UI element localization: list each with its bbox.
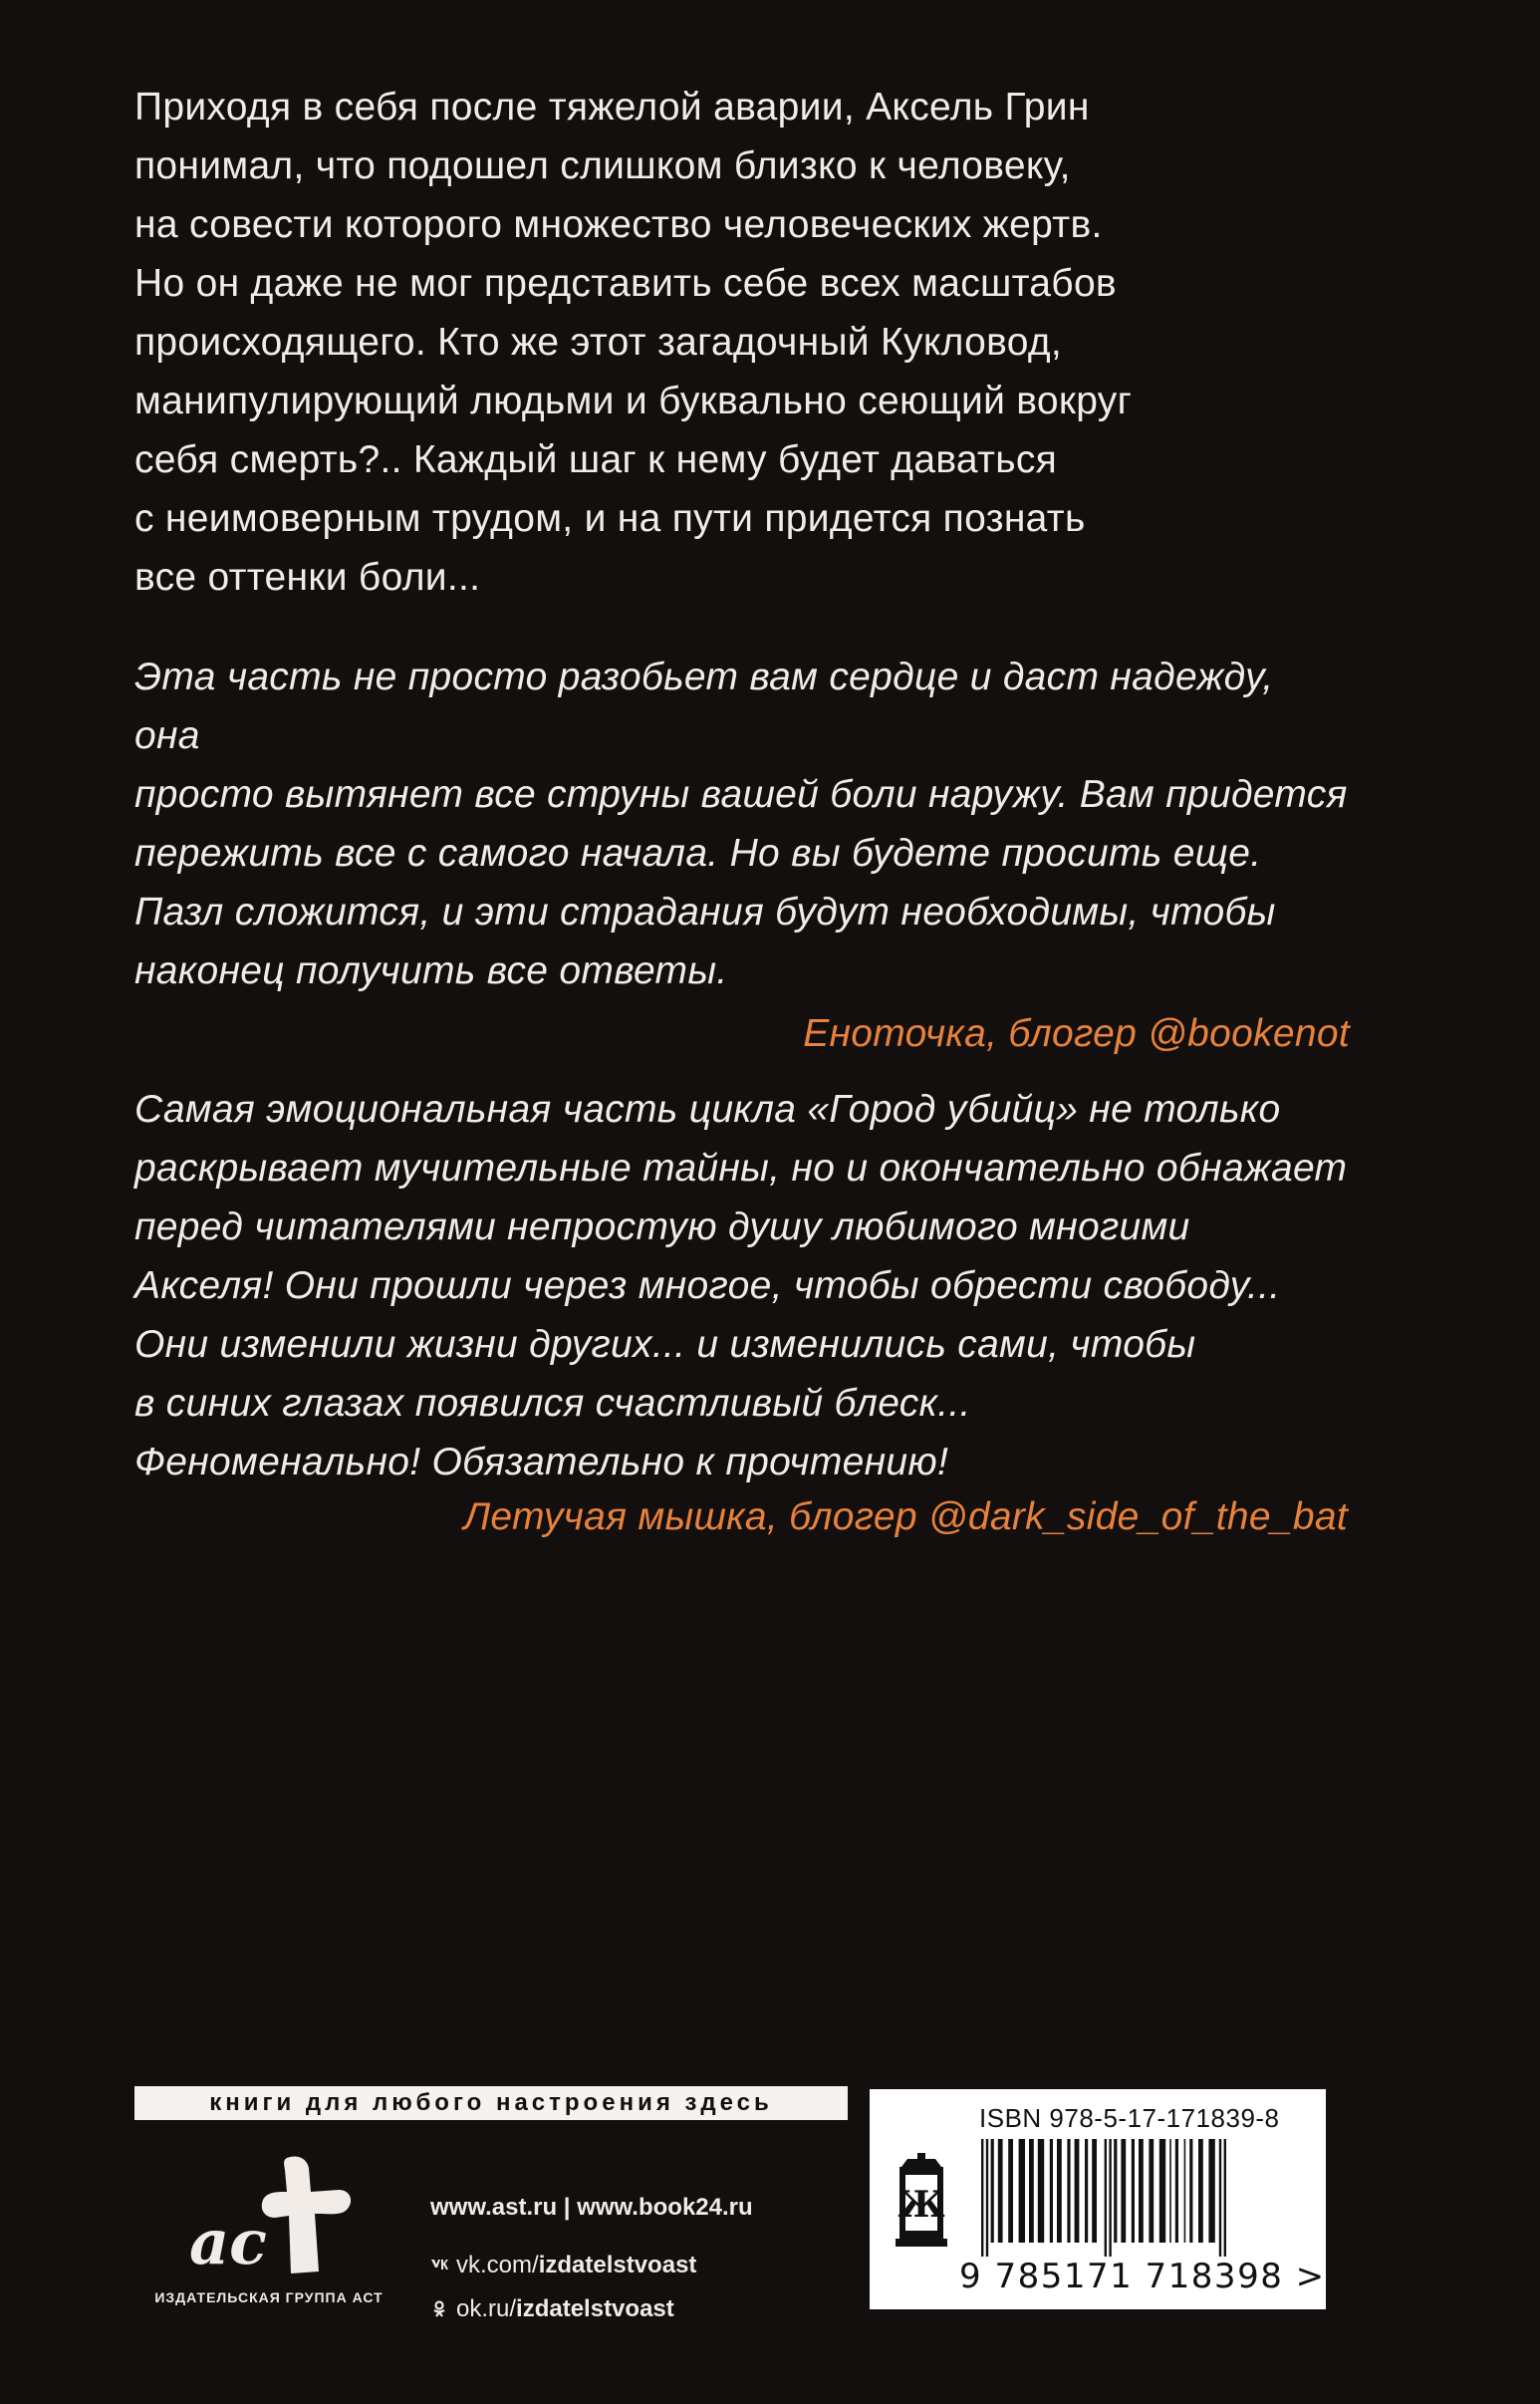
ok-handle[interactable]: izdatelstvoast [516, 2295, 674, 2322]
synopsis [134, 78, 1390, 607]
isbn-text: ISBN 978-5-17-171839-8 [979, 2103, 1280, 2133]
barcode-box [870, 2089, 1326, 2309]
barcode-bar [1175, 2139, 1178, 2243]
barcode-bars [977, 2139, 1306, 2257]
review-author: Летучая мышка, блогер @dark_side_of_the_bat [463, 1495, 1348, 1538]
barcode-bar [991, 2139, 994, 2243]
barcode-bar [1075, 2139, 1080, 2243]
barcode-bar [1208, 2139, 1214, 2243]
slogan-banner: книги для любого настроения здесь [134, 2086, 848, 2120]
vk-link[interactable] [430, 2244, 829, 2287]
ok-icon [430, 2300, 448, 2318]
ok-prefix[interactable]: ok.ru/ [456, 2295, 517, 2322]
review-author: Еноточка, блогер @bookenot [803, 1012, 1350, 1055]
publisher-links [430, 2186, 829, 2331]
barcode-bar [1114, 2139, 1117, 2243]
barcode-bar [1184, 2139, 1186, 2243]
barcode-bar [1092, 2139, 1097, 2243]
barcode-bar [1019, 2139, 1025, 2243]
barcode-bar [1085, 2139, 1088, 2243]
review-text: Эта часть не просто разобьет вам сердце и даст надежду, она просто вытянет все струны вашей боли наружу. Вам придется пережить все с самого начала. Но вы будете просить еще. Пазл сложится, и эти страдания будут необходимы, чтобы наконец получить все ответы. [134, 656, 1348, 992]
vk-icon [430, 2257, 448, 2274]
barcode-bar [1149, 2139, 1154, 2243]
barcode-bar [1105, 2139, 1107, 2257]
svg-text:ас: ас [189, 2206, 267, 2278]
barcode-bar [1159, 2139, 1165, 2243]
svg-text:Ж: Ж [898, 2184, 945, 2226]
barcode-bar [1198, 2139, 1203, 2243]
barcode-bar [1057, 2139, 1062, 2243]
barcode-bar [1219, 2139, 1221, 2257]
web-links[interactable] [430, 2186, 829, 2230]
ean-digits: 9 785171 718398 > [959, 2257, 1326, 2296]
barcode-bar [1008, 2139, 1013, 2243]
barcode-bar [1038, 2139, 1044, 2243]
ast-cross-logo-icon [179, 2152, 359, 2281]
review [134, 1080, 1348, 1546]
barcode-bar [1169, 2139, 1171, 2243]
lantern-icon [892, 2151, 951, 2251]
barcode-bar [1029, 2139, 1034, 2243]
review-text: Самая эмоциональная часть цикла «Город убийц» не только раскрывает мучительные тайны, но и окончательно обнажает перед читателями непростую душу любимого многими Акселя! Они прошли через многое, чтобы обрести свободу... Они изменили жизни других... и изменились сами, чтобы в синих глазах появился счастливый блеск... Феноменально! Обязательно к прочтению! [134, 1088, 1348, 1483]
barcode-bar [986, 2139, 988, 2257]
barcode-bar [1050, 2139, 1053, 2243]
ok-link[interactable] [430, 2287, 829, 2331]
review [134, 648, 1350, 1063]
barcode-bar [981, 2139, 983, 2257]
logo-caption: ИЗДАТЕЛЬСКАЯ ГРУППА АСТ [154, 2289, 384, 2305]
barcode-bar [1224, 2139, 1226, 2257]
publisher-logo [149, 2152, 388, 2311]
barcode-bar [998, 2139, 1003, 2243]
barcode-bar [1189, 2139, 1192, 2243]
barcode-bar [1067, 2139, 1070, 2243]
web-links-text[interactable]: www.ast.ru | www.book24.ru [430, 2194, 753, 2221]
vk-handle[interactable]: izdatelstvoast [538, 2252, 697, 2278]
barcode-bar [1139, 2139, 1144, 2243]
barcode-bar [1121, 2139, 1126, 2243]
barcode-bar [1109, 2139, 1111, 2257]
synopsis-text: Приходя в себя после тяжелой аварии, Аксель Грин понимал, что подошел слишком близко к человеку, на совести которого множество человеческих жертв. Но он даже не мог представить себе всех масштабов происходящего. Кто же этот загадочный Кукловод, манипулирующий людьми и буквально сеющий вокруг себя смерть?.. Каждый шаг к нему будет даваться с неимоверным трудом, и на пути придется познать все оттенки боли... [134, 86, 1133, 599]
vk-prefix[interactable]: vk.com/ [456, 2252, 539, 2278]
barcode-bar [1132, 2139, 1135, 2243]
